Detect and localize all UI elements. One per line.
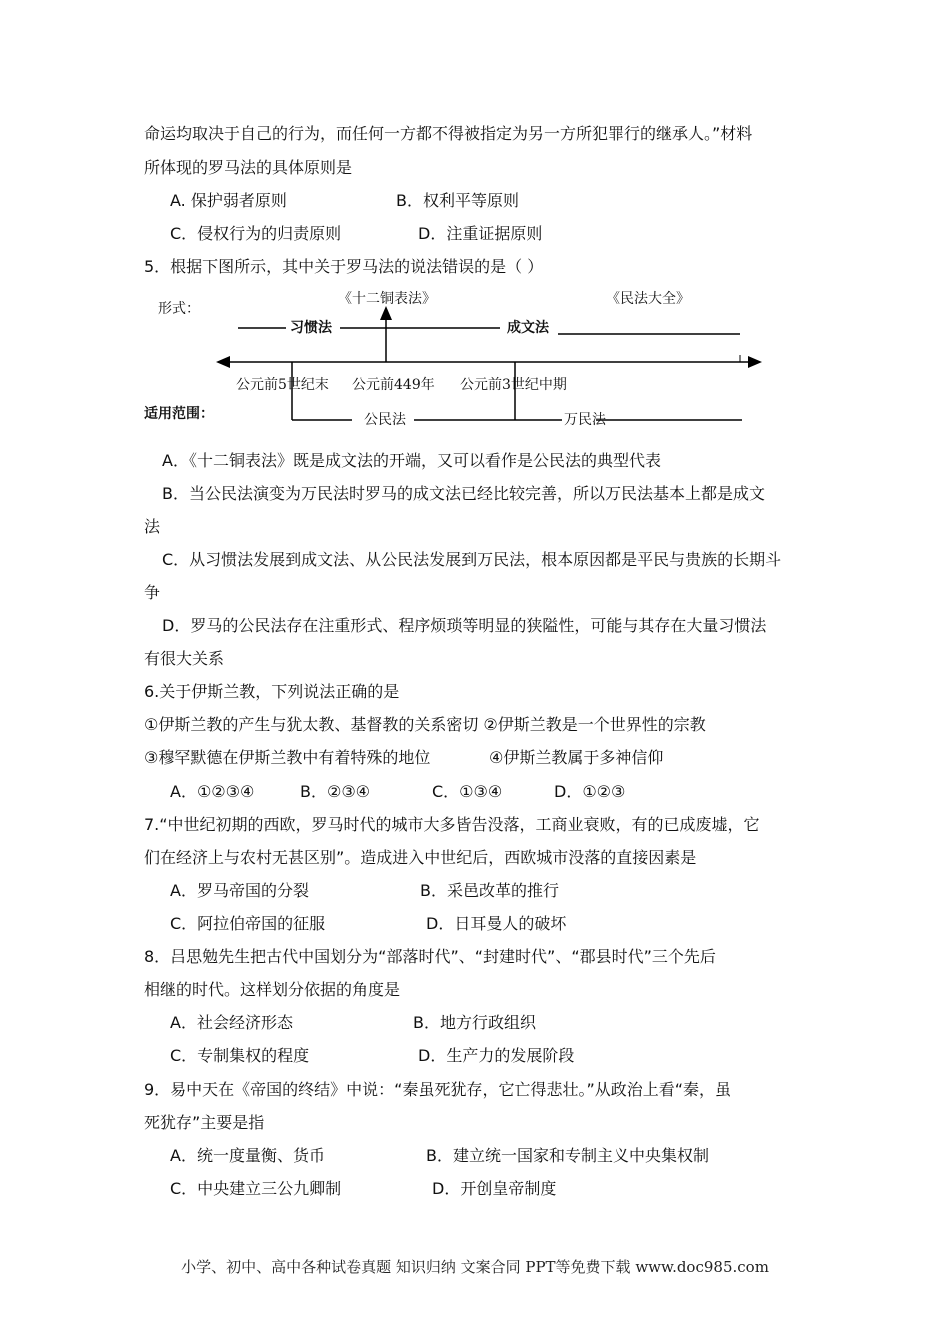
q6-statement-4: ④伊斯兰教属于多神信仰 [489,748,664,767]
q4-option-a: A. 保护弱者原则 [170,191,287,210]
q9-option-a: A．统一度量衡、货币 [170,1146,325,1165]
q9-option-c: C．中央建立三公九卿制 [170,1179,342,1198]
q4-option-c: C．侵权行为的归责原则 [170,224,342,243]
diagram-time-449bc: 公元前449年 [352,377,435,393]
q6-option-d: D．①②③ [554,782,626,801]
diagram-time-3rd-century: 公元前3世纪中期 [460,377,567,393]
page-footer: 小学、初中、高中各种试卷真题 知识归纳 文案合同 PPT等免费下载 www.doc985.com [181,1258,769,1276]
q8-text-line1: 8．吕思勉先生把古代中国划分为“部落时代”、“封建时代”、“郡县时代”三个先后 [144,947,716,966]
q8-text-line2: 相继的时代。这样划分依据的角度是 [144,980,401,999]
q7-option-c: C．阿拉伯帝国的征服 [170,914,326,933]
diagram-customary-law: 习惯法 [290,320,332,336]
q4-option-b: B．权利平等原则 [396,191,519,210]
q4-option-d: D．注重证据原则 [418,224,543,243]
diagram-civil-law: 公民法 [364,412,406,428]
diagram-law-of-nations: 万民法 [564,412,606,428]
q5-option-a: A．《十二铜表法》既是成文法的开端，又可以看作是公民法的典型代表 [162,451,661,470]
q6-option-c: C．①③④ [432,782,503,801]
q4-text-line1: 命运均取决于自己的行为，而任何一方都不得被指定为另一方所犯罪行的继承人。”材料 [144,124,753,143]
q8-option-c: C．专制集权的程度 [170,1046,310,1065]
q5-stem: 5．根据下图所示，其中关于罗马法的说法错误的是（ ） [144,257,544,276]
q9-option-b: B．建立统一国家和专制主义中央集权制 [426,1146,709,1165]
diagram-time-5th-century: 公元前5世纪末 [236,377,329,393]
q4-text-line2: 所体现的罗马法的具体原则是 [144,158,353,177]
q6-option-b: B．②③④ [300,782,371,801]
q8-option-b: B．地方行政组织 [413,1013,536,1032]
diagram-written-law: 成文法 [507,320,549,336]
twelve-tables-arrow-head [380,306,392,320]
diagram-form-label: 形式： [158,301,200,317]
q7-text-line2: 们在经济上与农村无甚区别”。造成进入中世纪后，西欧城市没落的直接因素是 [144,848,697,867]
q6-option-a: A．①②③④ [170,782,255,801]
diagram-scope-label: 适用范围： [144,406,214,422]
diagram-civil-code: 《民法大全》 [606,291,690,307]
q7-option-a: A．罗马帝国的分裂 [170,881,309,900]
q7-option-b: B．采邑改革的推行 [420,881,559,900]
q9-text-line1: 9．易中天在《帝国的终结》中说：“秦虽死犹存，它亡得悲壮。”从政治上看“秦，虽 [144,1080,732,1099]
q5-option-c-line1: C．从习惯法发展到成文法、从公民法发展到万民法，根本原因都是平民与贵族的长期斗 [162,550,782,569]
q5-option-c-line2: 争 [144,583,161,602]
q6-stem: 6.关于伊斯兰教，下列说法正确的是 [144,682,400,701]
q7-option-d: D．日耳曼人的破坏 [426,914,567,933]
q6-statement-3: ③穆罕默德在伊斯兰教中有着特殊的地位 [144,748,431,767]
timeline-left-arrow [216,356,230,368]
q5-option-d-line1: D．罗马的公民法存在注重形式、程序烦琐等明显的狭隘性，可能与其存在大量习惯法 [162,616,767,635]
q9-option-d: D．开创皇帝制度 [432,1179,557,1198]
q5-option-b-line1: B．当公民法演变为万民法时罗马的成文法已经比较完善，所以万民法基本上都是成文 [162,484,765,503]
q9-text-line2: 死犹存”主要是指 [144,1113,265,1132]
q8-option-d: D．生产力的发展阶段 [418,1046,575,1065]
q5-option-d-line2: 有很大关系 [144,649,225,668]
q5-option-b-line2: 法 [144,517,161,536]
roman-law-timeline-diagram [0,0,950,440]
q8-option-a: A．社会经济形态 [170,1013,293,1032]
q7-text-line1: 7.“中世纪初期的西欧，罗马时代的城市大多皆告没落，工商业衰败，有的已成废墟，它 [144,815,760,834]
q6-statements-1-2: ①伊斯兰教的产生与犹太教、基督教的关系密切 ②伊斯兰教是一个世界性的宗教 [144,715,706,734]
diagram-twelve-tables: 《十二铜表法》 [338,291,436,307]
timeline-right-arrow [748,356,762,368]
